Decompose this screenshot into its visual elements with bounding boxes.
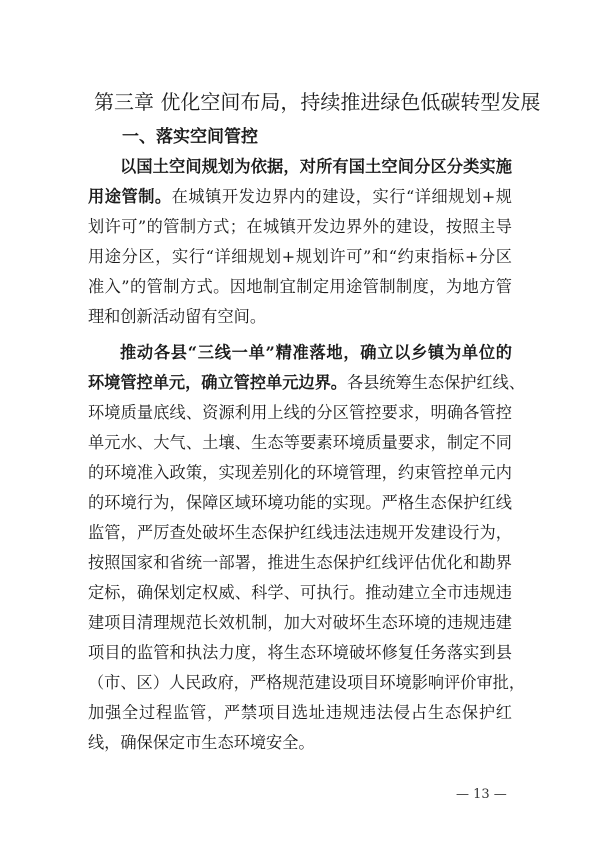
- paragraph-line: [88, 729, 512, 757]
- bold-lead-text: 以国土空间规划为依据，对所有国土空间分区分类实施: [120, 157, 512, 176]
- chapter-title: 第三章 优化空间布局，持续推进绿色低碳转型发展: [94, 90, 541, 114]
- line-text: 单元水、大气、土壤、生态等要素环境质量要求，制定不同: [88, 433, 512, 452]
- paragraph-line: [88, 549, 512, 577]
- bold-lead-text: 用途管制。: [88, 187, 172, 206]
- line-text: 项目的监管和执法力度，将生态环境破坏修复任务落实到县: [88, 643, 512, 662]
- bold-lead-text: 环境管控单元，确立管控单元边界。: [88, 373, 347, 392]
- line-text: 环境质量底线、资源利用上线的分区管控要求，明确各管控: [88, 403, 512, 422]
- line-text: 的环境准入政策，实现差别化的环境管理，约束管控单元内: [88, 463, 512, 482]
- line-text: 建项目清理规范长效机制，加大对破坏生态环境的违规违建: [88, 613, 512, 632]
- paragraph-line: [120, 153, 512, 181]
- line-text: 各县统筹生态保护红线、: [347, 373, 526, 392]
- paragraph-line: [88, 213, 512, 241]
- line-text: 定标，确保划定权威、科学、可执行。推动建立全市违规违: [88, 583, 512, 602]
- line-text: 的环境行为，保障区域环境功能的实现。严格生态保护红线: [88, 493, 512, 512]
- line-text: 按照国家和省统一部署，推进生态保护红线评估优化和勘界: [88, 553, 512, 572]
- paragraph-line: [88, 639, 512, 667]
- paragraph-line: [88, 399, 512, 427]
- paragraph-line: [88, 369, 526, 397]
- line-text: 划许可”的管制方式；在城镇开发边界外的建设，按照主导: [88, 217, 512, 236]
- page-number: — 13 —: [456, 787, 507, 802]
- paragraph-line: [88, 183, 512, 211]
- line-text: 用途分区，实行“详细规划+规划许可”和“约束指标+分区: [88, 247, 512, 266]
- paragraph-line: [88, 609, 512, 637]
- paragraph-line: [88, 489, 512, 517]
- paragraph-line: [88, 579, 512, 607]
- paragraph-line: [88, 519, 512, 547]
- line-text: 理和创新活动留有空间。: [88, 307, 267, 326]
- line-text: 线，确保保定市生态环境安全。: [88, 733, 315, 752]
- line-text: 监管，严厉查处破坏生态保护红线违法违规开发建设行为，: [88, 523, 512, 542]
- line-text: （市、区）人民政府，严格规范建设项目环境影响评价审批，: [88, 673, 526, 692]
- paragraph-line: [88, 669, 526, 697]
- paragraph-line: [88, 243, 512, 271]
- line-text: 加强全过程监管，严禁项目选址违规违法侵占生态保护红: [88, 703, 512, 722]
- paragraph-line: [88, 273, 512, 301]
- paragraph-line: [88, 303, 512, 331]
- line-text: 准入”的管制方式。因地制宜制定用途管制制度，为地方管: [88, 277, 512, 296]
- paragraph-line: [88, 459, 512, 487]
- paragraph-line: [88, 429, 512, 457]
- section-heading: 一、落实空间管控: [122, 127, 258, 147]
- bold-lead-text: 推动各县“三线一单”精准落地，确立以乡镇为单位的: [120, 343, 512, 362]
- paragraph-line: [120, 339, 512, 367]
- line-text: 在城镇开发边界内的建设，实行“详细规划+规: [171, 187, 512, 206]
- paragraph-line: [88, 699, 512, 727]
